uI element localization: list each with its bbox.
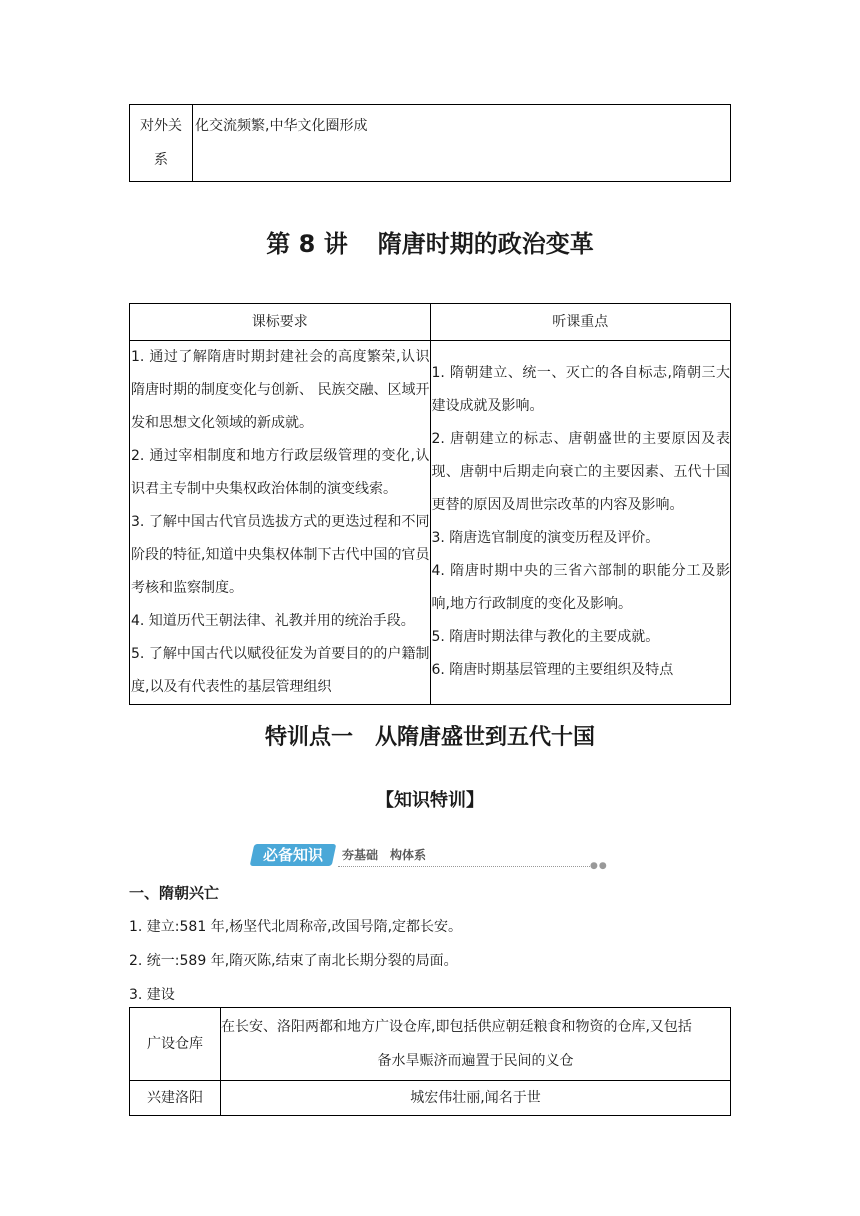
section-heading: 一、隋朝兴亡	[129, 884, 220, 902]
key-points	[430, 341, 731, 705]
curriculum-requirements	[130, 341, 431, 705]
key-point-item: 3. 隋唐选官制度的演变历程及评价。	[431, 530, 660, 546]
list-item: 2. 统一:589 年,隋灭陈,结束了南北长期分裂的局面。	[129, 953, 458, 969]
list-item: 3. 建设	[129, 987, 175, 1003]
requirement-item: 1. 通过了解隋唐时期封建社会的高度繁荣,认识隋唐时期的制度变化与创新、 民族交融、区域开发和思想文化领域的新成就。	[131, 349, 430, 431]
lecture-number: 第 8 讲	[266, 230, 348, 258]
row-label	[130, 105, 193, 182]
requirement-item: 5. 了解中国古代以赋役征发为首要目的的户籍制度,以及有代表性的基层管理组织	[131, 646, 430, 695]
banner-divider	[338, 866, 590, 867]
construction-content: 在长安、洛阳两都和地方广设仓库,即包括供应朝廷粮食和物资的仓库,又包括 备水旱赈济而遍置于民间的义仓	[221, 1008, 731, 1081]
banner-subtitle: 夯基础 构体系	[342, 848, 427, 862]
requirement-item: 4. 知道历代王朝法律、礼教并用的统治手段。	[131, 613, 415, 629]
key-point-item: 5. 隋唐时期法律与教化的主要成就。	[431, 629, 660, 645]
banner-tag: 必备知识	[250, 844, 337, 866]
list-item: 1. 建立:581 年,杨坚代北周称帝,改国号隋,定都长安。	[129, 919, 463, 935]
construction-content: 城宏伟壮丽,闻名于世	[221, 1081, 731, 1116]
header-key-points: 听课重点	[430, 304, 731, 341]
requirement-item: 2. 通过宰相制度和地方行政层级管理的变化,认识君主专制中央集权政治体制的演变线索。	[131, 448, 430, 497]
construction-name: 兴建洛阳	[130, 1081, 221, 1116]
key-point-item: 2. 唐朝建立的标志、唐朝盛世的主要原因及表现、唐朝中后期走向衰亡的主要因素、五代十国更替的原因及周世宗改革的内容及影响。	[431, 431, 730, 513]
banner-dots-icon: ●●	[590, 861, 608, 871]
row-label-line1: 对外关	[140, 118, 182, 134]
construction-name: 广设仓库	[130, 1008, 221, 1081]
requirements-table	[129, 303, 731, 705]
key-point-item: 6. 隋唐时期基层管理的主要组织及特点	[431, 662, 674, 678]
essential-knowledge-banner	[252, 844, 608, 871]
key-point-item: 4. 隋唐时期中央的三省六部制的职能分工及影响,地方行政制度的变化及影响。	[431, 563, 730, 612]
requirement-item: 3. 了解中国古代官员选拔方式的更迭过程和不同阶段的特征,知道中央集权体制下古代中国的官员考核和监察制度。	[131, 514, 430, 596]
row-content: 化交流频繁,中华文化圈形成	[193, 105, 731, 182]
row-label-line2: 系	[154, 152, 168, 168]
key-point-item: 1. 隋朝建立、统一、灭亡的各自标志,隋朝三大建设成就及影响。	[431, 365, 730, 414]
knowledge-title: 【知识特训】	[376, 790, 484, 811]
lecture-name: 隋唐时期的政治变革	[377, 230, 594, 258]
construction-table	[129, 1007, 731, 1116]
header-curriculum: 课标要求	[130, 304, 431, 341]
lecture-title	[0, 224, 860, 259]
section-title: 特训点一 从隋唐盛世到五代十国	[264, 725, 595, 750]
foreign-relations-table	[129, 104, 731, 182]
